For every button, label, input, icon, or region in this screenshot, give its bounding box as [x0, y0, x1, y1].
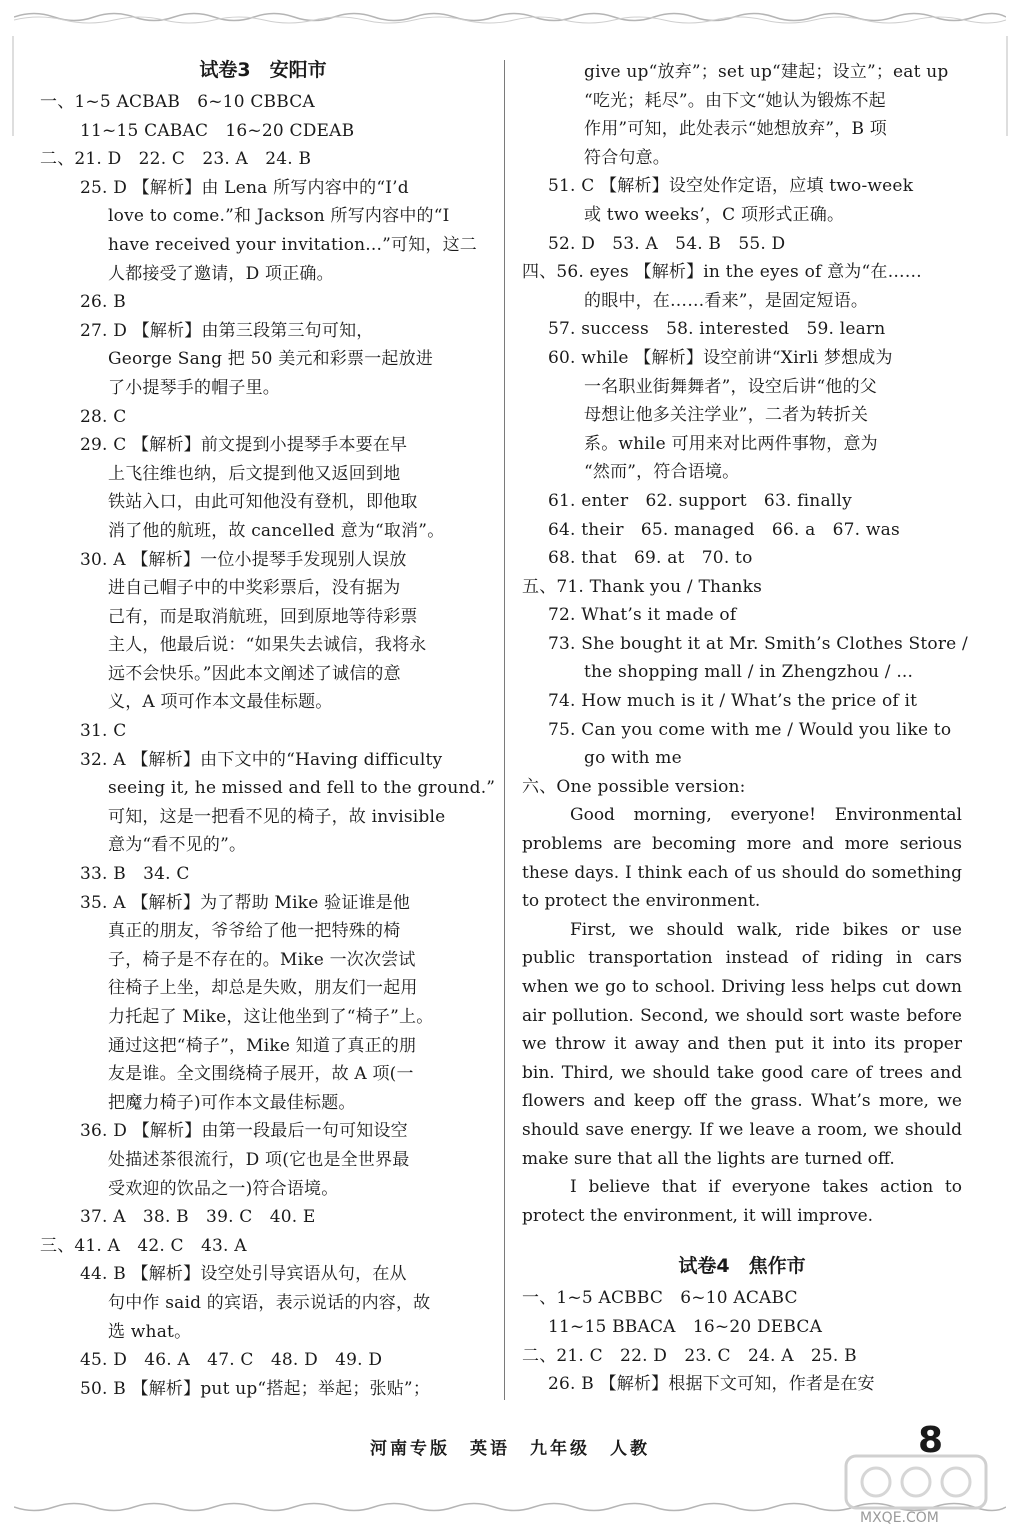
- answer-line: 33. B 34. C: [80, 864, 190, 885]
- answer-line: 27. D 【解析】由第三段第三句可知，: [80, 320, 374, 341]
- answer-line: 一、1~5 ACBAB 6~10 CBBCA: [40, 92, 315, 112]
- answer-line: 或 two weeks’，C 项形式正确。: [584, 204, 845, 225]
- answer-line: 义，A 项可作本文最佳标题。: [108, 692, 333, 713]
- watermark-text: MXQE.COM: [860, 1510, 939, 1526]
- essay-paragraph: First, we should walk, ride bikes or use public transportation instead of riding in cars when we go to school. Driving less helps cut down air pollution. Second, we should sort waste before we throw it away and then put it into its proper bin. Third, we should take good care of trees and flowers and keep off the grass. What’s more, we should save energy. If we leave a room, we should make sure that all the lights are turned off.: [522, 919, 962, 1169]
- answer-line: love to come.”和 Jackson 所写内容中的“I: [108, 206, 450, 227]
- answer-line: 64. their 65. managed 66. a 67. was: [548, 519, 900, 540]
- answer-line: 11~15 BBACA 16~20 DEBCA: [548, 1316, 823, 1337]
- answer-line: 75. Can you come with me / Would you like to: [548, 719, 952, 740]
- answer-line: 子，椅子是不存在的。Mike 一次次尝试: [108, 949, 416, 970]
- answer-line: 11~15 CABAC 16~20 CDEAB: [80, 120, 355, 141]
- answer-line: 上飞往维也纳，后文提到他又返回到地: [108, 463, 401, 484]
- answer-line: 51. C 【解析】设空处作定语，应填 two-week: [548, 176, 914, 197]
- answer-line: 母想让他多关注学业”，二者为转折关: [584, 405, 869, 426]
- sample-essay: [522, 801, 962, 1230]
- answer-line: 通过这把“椅子”，Mike 知道了真正的朋: [108, 1035, 417, 1056]
- answer-line: 把魔力椅子)可作本文最佳标题。: [108, 1092, 356, 1113]
- answer-line: 四、56. eyes 【解析】in the eyes of 意为“在……: [522, 262, 923, 283]
- answer-line: 三、41. A 42. C 43. A: [40, 1235, 247, 1256]
- column-divider: [504, 60, 505, 1400]
- answer-line: 31. C: [80, 721, 127, 742]
- answer-line: 60. while 【解析】设空前讲“Xirli 梦想成为: [548, 347, 893, 368]
- answer-line: 的眼中，在……看来”，是固定短语。: [584, 290, 869, 311]
- answer-line: 句中作 said 的宾语，表示说话的内容，故: [108, 1292, 431, 1313]
- page-footer: 河南专版 英语 九年级 人教: [370, 1439, 650, 1459]
- answer-list-left: [40, 88, 496, 1403]
- answer-line: 友是谁。全文围绕椅子展开，故 A 项(一: [108, 1064, 414, 1085]
- section-title-paper-3: 试卷3 安阳市: [199, 59, 327, 81]
- answer-line: 72. What’s it made of: [548, 605, 737, 626]
- answer-line: 远不会快乐。”因此本文阐述了诚信的意: [108, 663, 401, 684]
- answer-line: 一、1~5 ACBBC 6~10 ACABC: [522, 1288, 798, 1309]
- answer-line: 可知，这是一把看不见的椅子，故 invisible: [108, 806, 446, 827]
- answer-line: 己有，而是取消航班，回到原地等待彩票: [108, 606, 418, 627]
- answer-line: 消了他的航班，故 cancelled 意为“取消”。: [108, 520, 445, 541]
- answer-line: seeing it, he missed and fell to the ground.”: [108, 778, 496, 799]
- answer-line: 36. D 【解析】由第一段最后一句可知设空: [80, 1121, 408, 1142]
- decorative-border-left: [8, 36, 18, 136]
- answer-line: 30. A 【解析】一位小提琴手发现别人误放: [80, 549, 407, 570]
- answer-line: 61. enter 62. support 63. finally: [548, 490, 852, 511]
- left-column: [40, 50, 496, 1403]
- decorative-border-top: [14, 10, 1006, 24]
- answer-line: 系。while 可用来对比两件事物，意为: [584, 433, 878, 454]
- answer-line: 六、One possible version:: [522, 776, 746, 797]
- answer-line: the shopping mall / in Zhengzhou / ...: [584, 662, 914, 683]
- answer-line: 作用”可知，此处表示“她想放弃”，B 项: [584, 119, 887, 140]
- answer-line: 74. How much is it / What’s the price of it: [548, 691, 918, 712]
- answer-line: 一名职业街舞舞者”，设空后讲“他的父: [584, 376, 877, 397]
- decorative-border-right: [1002, 36, 1012, 136]
- answer-line: 二、21. D 22. C 23. A 24. B: [40, 149, 312, 170]
- answer-line: 52. D 53. A 54. B 55. D: [548, 233, 786, 254]
- answer-line: 铁站入口，由此可知他没有登机，即他取: [108, 492, 418, 513]
- answer-line: 37. A 38. B 39. C 40. E: [80, 1207, 316, 1228]
- answer-line: 往椅子上坐，却总是失败，朋友们一起用: [108, 978, 418, 999]
- answer-line: 25. D 【解析】由 Lena 所写内容中的“I’d: [80, 177, 409, 198]
- answer-line: 29. C 【解析】前文提到小提琴手本要在早: [80, 435, 408, 456]
- answer-line: 26. B 【解析】根据下文可知，作者是在安: [548, 1374, 875, 1395]
- essay-paragraph: Good morning, everyone! Environmental problems are becoming more and more serious these days. I think each of us should do something to protect the environment.: [522, 805, 962, 912]
- section-title-paper-4: 试卷4 焦作市: [678, 1255, 806, 1278]
- answer-line: 受欢迎的饮品之一)符合语境。: [108, 1178, 339, 1199]
- answer-line: 了小提琴手的帽子里。: [108, 377, 280, 398]
- answer-line: have received your invitation...”可知，这二: [108, 234, 477, 255]
- answer-line: go with me: [584, 748, 682, 769]
- answer-line: 68. that 69. at 70. to: [548, 548, 753, 569]
- answer-line: 35. A 【解析】为了帮助 Mike 验证谁是他: [80, 892, 411, 913]
- page-number: 8: [918, 1420, 944, 1461]
- answer-line: “然而”，符合语境。: [584, 462, 740, 483]
- answer-line: 28. C: [80, 406, 127, 427]
- answer-line: 45. D 46. A 47. C 48. D 49. D: [80, 1350, 383, 1371]
- answer-line: 符合句意。: [584, 147, 670, 168]
- answer-line: 主人，他最后说：“如果失去诚信，我将永: [108, 635, 427, 656]
- answer-line: 进自己帽子中的中奖彩票后，没有据为: [108, 578, 401, 599]
- answer-line: 力托起了 Mike，这让他坐到了“椅子”上。: [108, 1007, 434, 1027]
- answer-line: 人都接受了邀请，D 项正确。: [108, 263, 334, 284]
- answer-list-right: [522, 58, 968, 801]
- answer-line: 57. success 58. interested 59. learn: [548, 319, 886, 340]
- answer-line: “吃光；耗尽”。由下文“她认为锻炼不起: [584, 90, 886, 111]
- answer-line: 处描述茶很流行，D 项(它也是全世界最: [108, 1149, 410, 1170]
- answer-line: 32. A 【解析】由下文中的“Having difficulty: [80, 749, 443, 770]
- right-column: [522, 58, 968, 1399]
- answer-line: 73. She bought it at Mr. Smith’s Clothes Store /: [548, 633, 968, 654]
- answer-line: 二、21. C 22. D 23. C 24. A 25. B: [522, 1345, 857, 1366]
- answer-line: 50. B 【解析】put up“搭起；举起；张贴”；: [80, 1378, 431, 1399]
- answer-list-right-2: [522, 1284, 962, 1398]
- answer-line: 选 what。: [108, 1321, 192, 1342]
- answer-line: 意为“看不见的”。: [108, 835, 247, 856]
- answer-line: give up“放弃”；set up“建起；设立”；eat up: [584, 62, 949, 82]
- essay-paragraph: I believe that if everyone takes action to protect the environment, it will improve.: [522, 1177, 962, 1226]
- answer-line: George Sang 把 50 美元和彩票一起放进: [108, 349, 434, 370]
- answer-line: 44. B 【解析】设空处引导宾语从句，在从: [80, 1264, 407, 1285]
- answer-line: 五、71. Thank you / Thanks: [522, 576, 763, 597]
- answer-line: 真正的朋友，爷爷给了他一把特殊的椅: [108, 921, 401, 942]
- answer-line: 26. B: [80, 292, 126, 313]
